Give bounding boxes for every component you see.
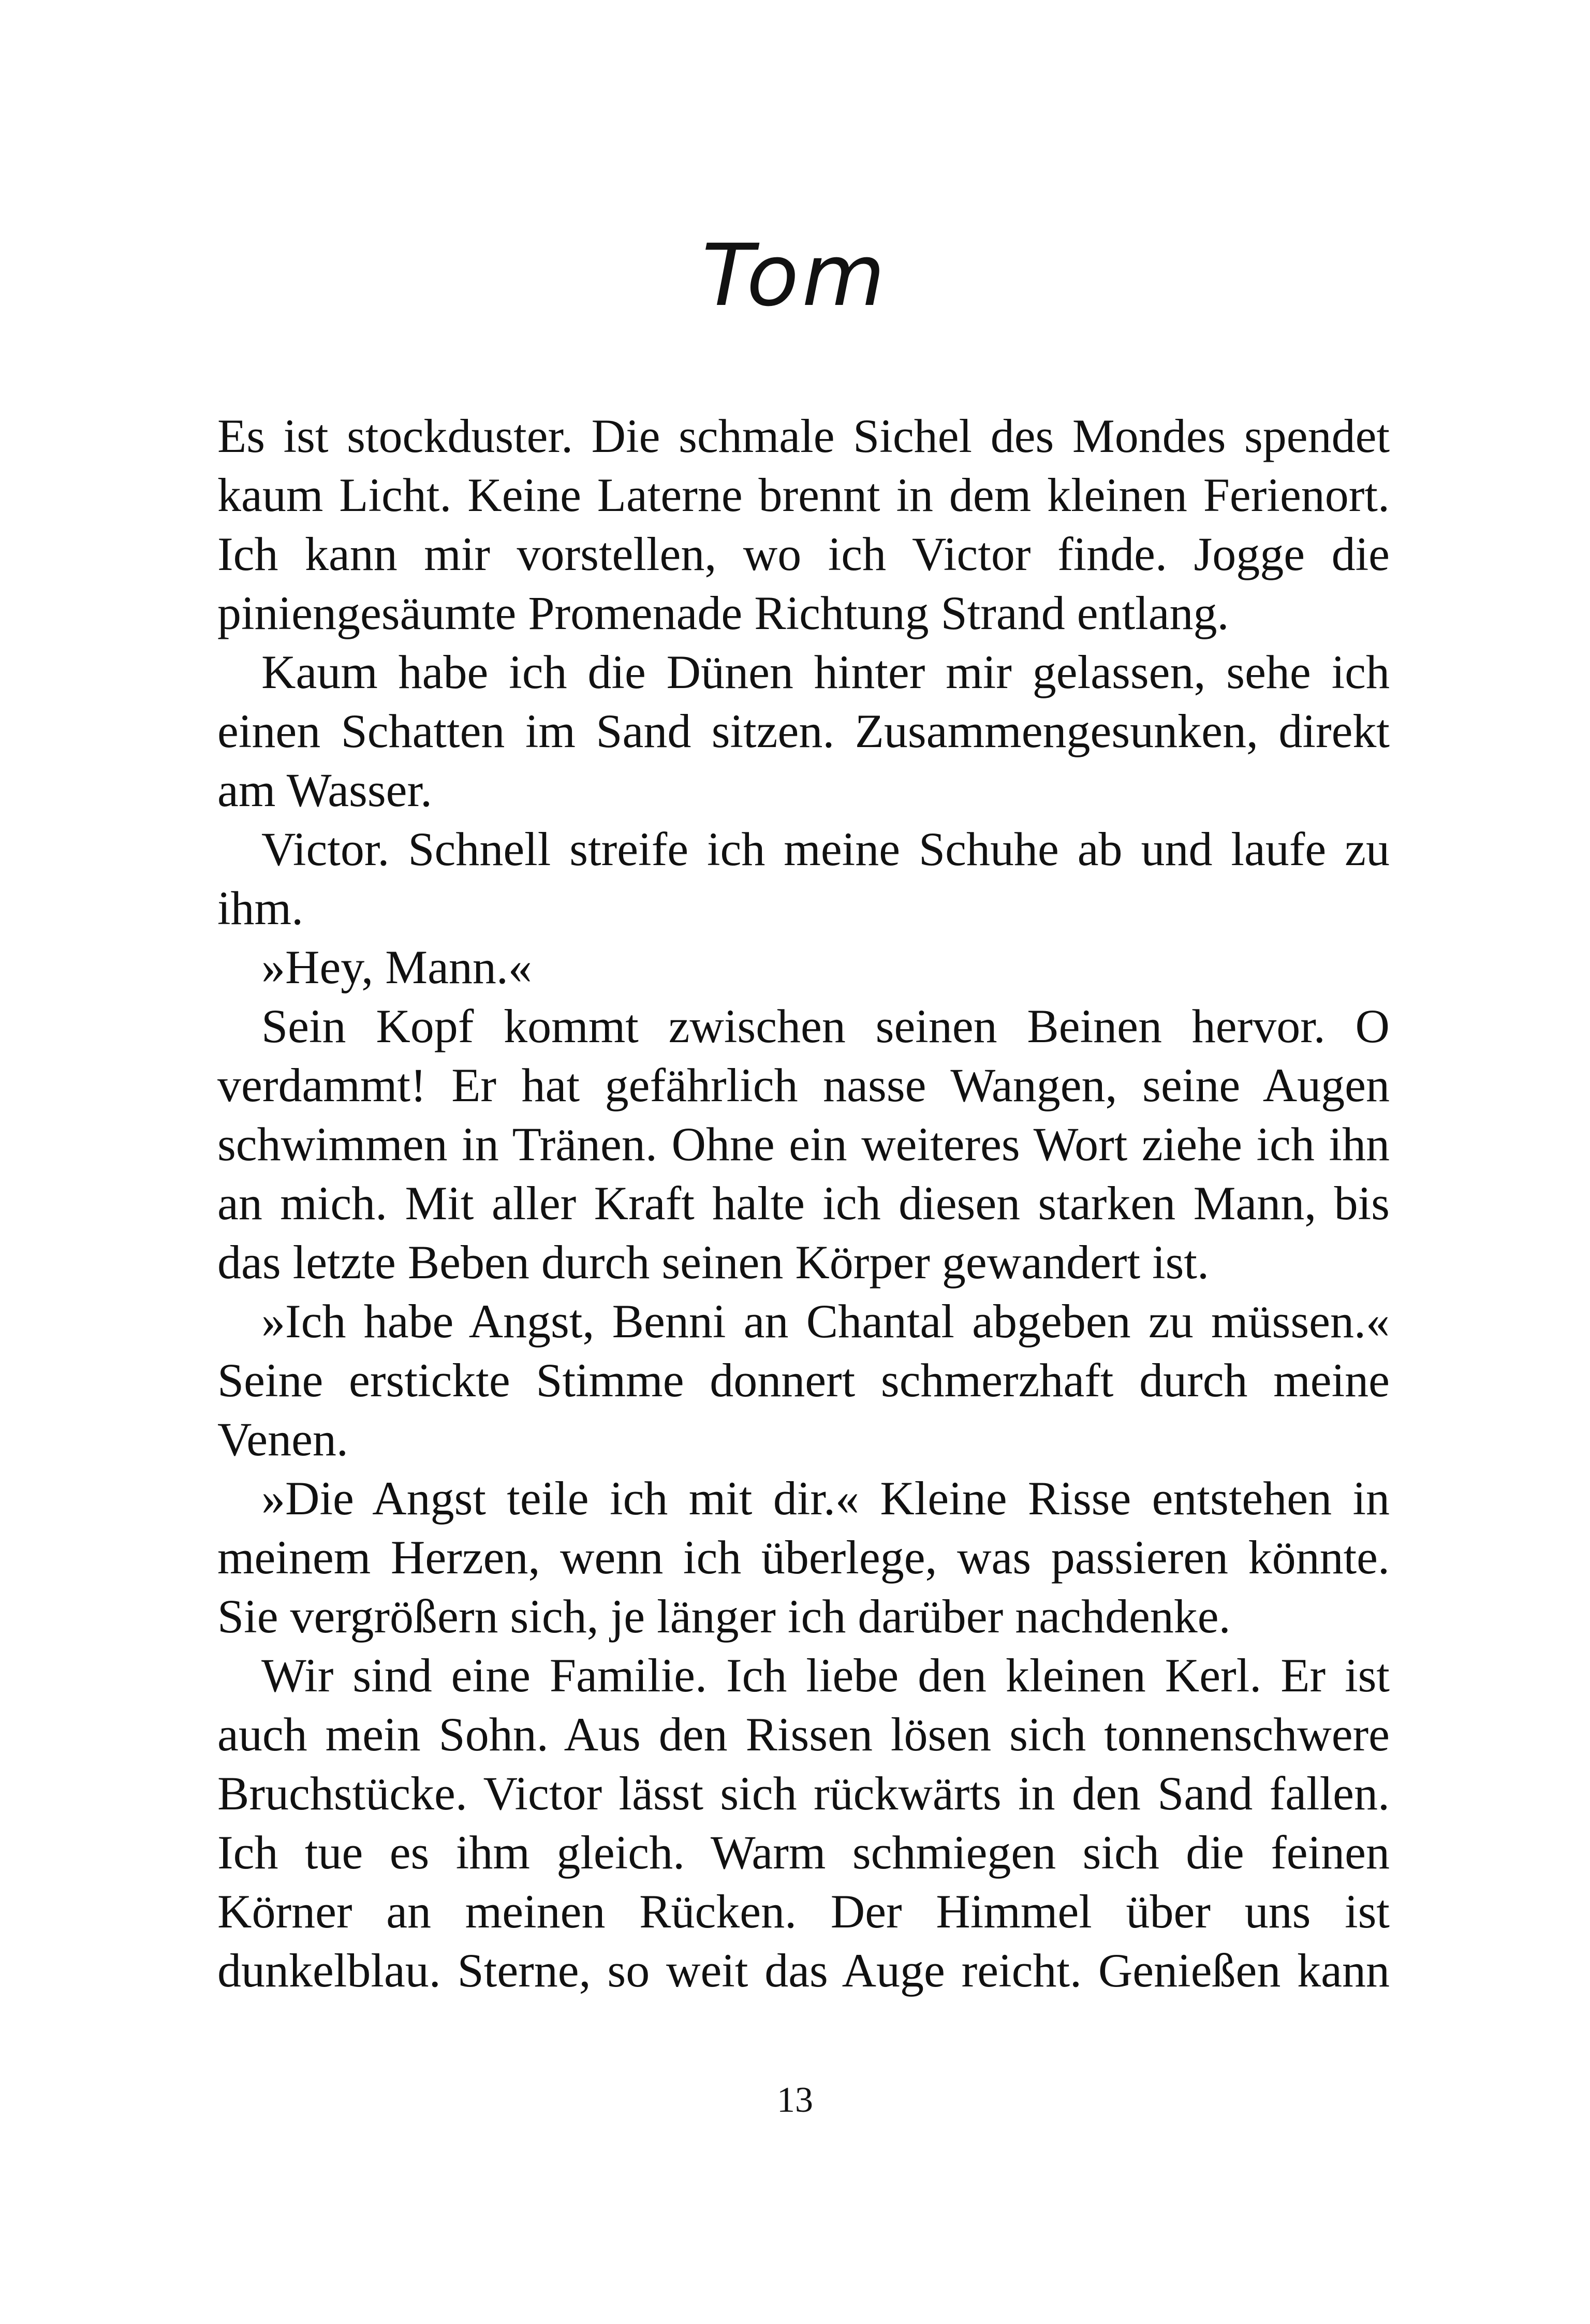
page-number: 13 [777,2080,813,2120]
chapter-title: Tom [701,226,889,325]
paragraph: Victor. Schnell streife ich meine Schuhe ab und laufe zu ihm. [217,823,1390,934]
paragraph: Es ist stockduster. Die schmale Sichel des Mondes spendet kaum Licht. Keine Laterne brennt in dem kleinen Ferienort. Ich kann mir vorstellen, wo ich Victor finde. Jogge die piniengesäumte Promenade Richtung Strand entlang. [217,410,1390,639]
paragraph: Kaum habe ich die Dünen hinter mir gelassen, sehe ich einen Schatten im Sand sitzen. Zusammengesunken, direkt am Wasser. [217,646,1390,816]
paragraph: »Hey, Mann.« [261,941,532,993]
body-text [217,406,1390,2000]
paragraph: Wir sind eine Familie. Ich liebe den kleinen Kerl. Er ist auch mein Sohn. Aus den Rissen lösen sich tonnenschwere Bruchstücke. Victor lässt sich rückwärts in den Sand fallen. Ich tue es ihm gleich. Warm schmiegen sich die feinen Körner an meinen Rücken. Der Himmel über uns ist dunkelblau. Sterne, so weit das Auge reicht. Genießen kann [217,1649,1390,1997]
paragraph: »Die Angst teile ich mit dir.« Kleine Risse entstehen in meinem Herzen, wenn ich überlege, was passieren könnte. Sie vergrößern sich, je länger ich darüber nachdenke. [217,1472,1390,1643]
paragraph: Sein Kopf kommt zwischen seinen Beinen hervor. O verdammt! Er hat gefährlich nasse Wangen, seine Augen schwimmen in Tränen. Ohne ein weiteres Wort ziehe ich ihn an mich. Mit aller Kraft halte ich diesen starken Mann, bis das letzte Beben durch seinen Körper gewandert ist. [217,1000,1390,1289]
paragraph: »Ich habe Angst, Benni an Chantal abgeben zu müssen.« Seine erstickte Stimme donnert schmerzhaft durch meine Venen. [217,1295,1390,1466]
